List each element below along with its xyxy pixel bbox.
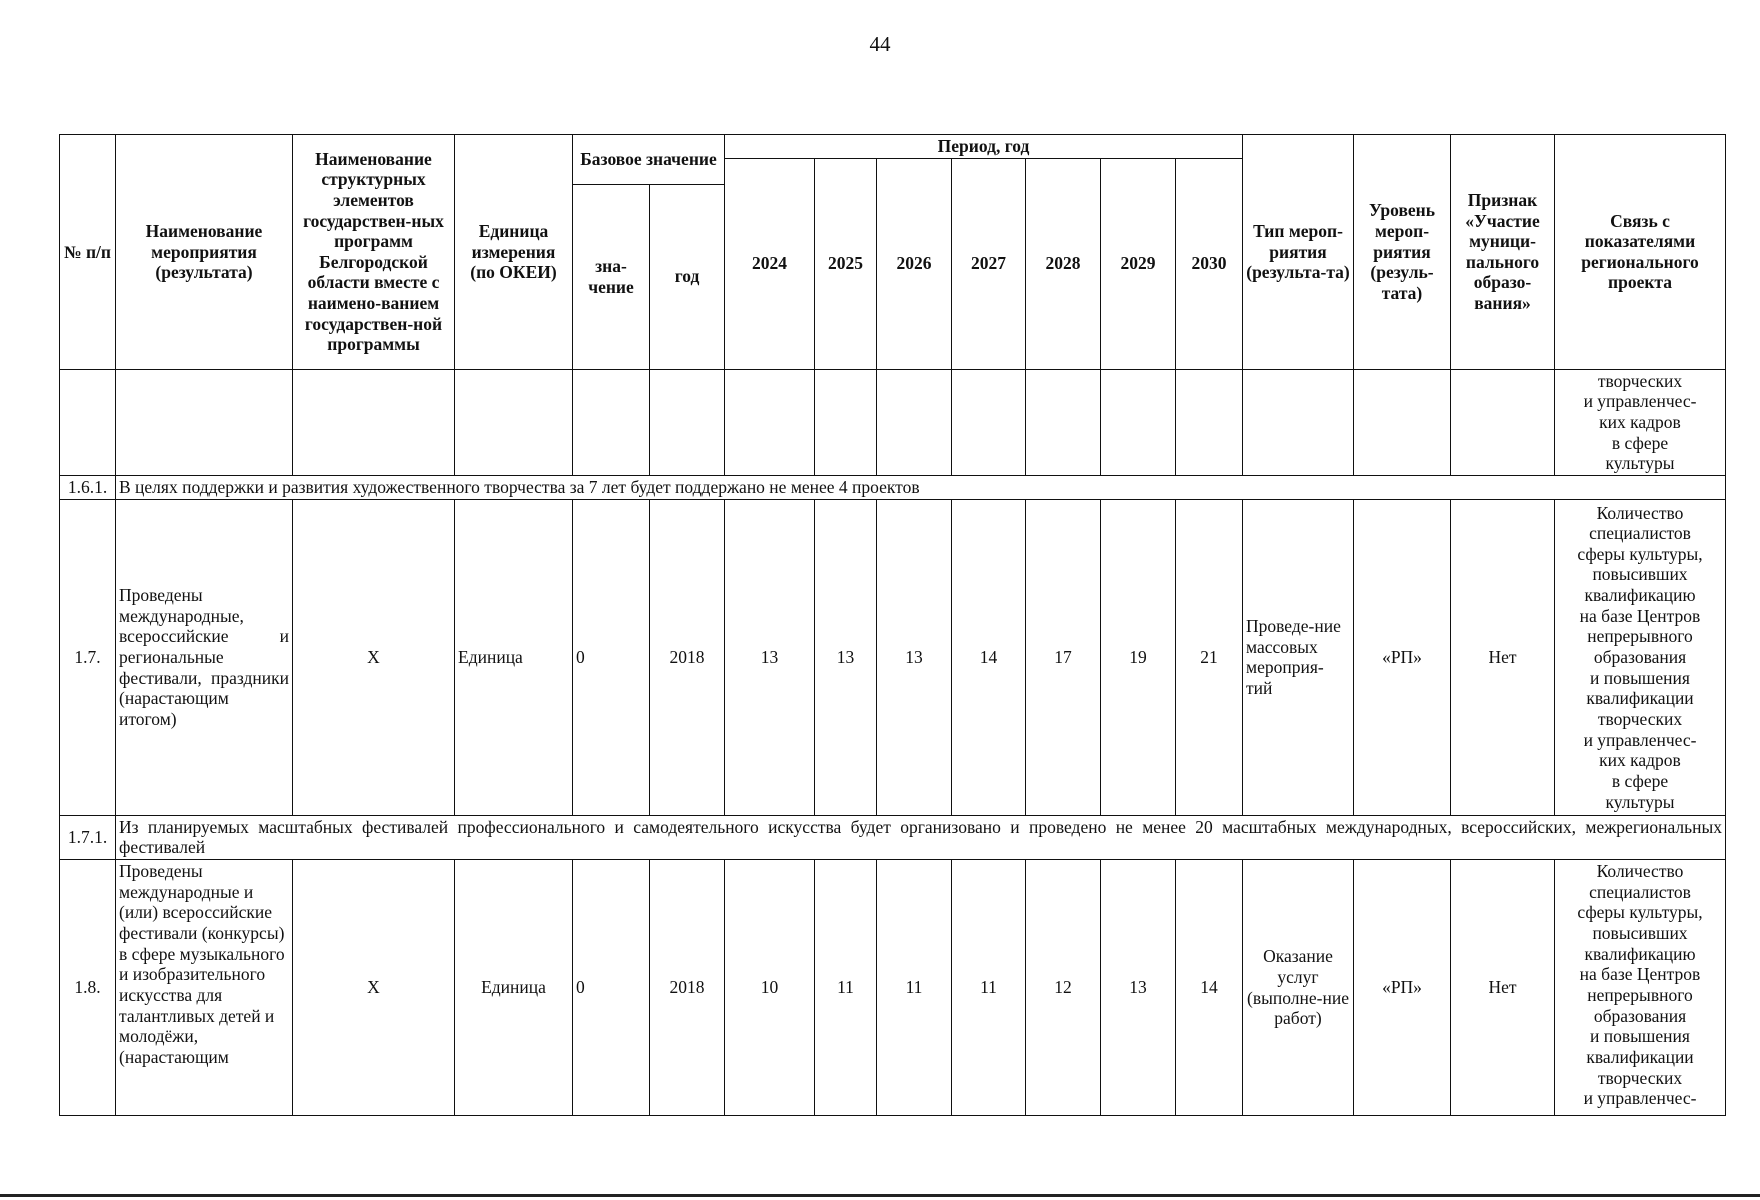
cell-empty [293, 369, 455, 475]
link-line: творческих [1597, 1067, 1683, 1088]
header-year-2029: 2029 [1101, 158, 1176, 369]
cell-name: Проведены международные и (или) всероссийские фестивали (конкурсы) в сфере музыкального и изобразительного искусства для талантливых детей и молодёжи, (нарастающим [116, 860, 293, 1116]
header-year-2026: 2026 [877, 158, 952, 369]
header-year-2024: 2024 [725, 158, 815, 369]
link-line: специалистов [1589, 881, 1691, 902]
link-line: квалификацию [1584, 943, 1696, 964]
link-line: культуры [1605, 791, 1675, 812]
link-line: непрерывного [1587, 626, 1693, 647]
cell-unit: Единица [455, 499, 573, 815]
cell-value-2030: 14 [1176, 860, 1243, 1116]
link-line: образования [1593, 1005, 1687, 1026]
header-num: № п/п [60, 135, 116, 370]
link-line: специалистов [1589, 523, 1691, 544]
header-row-1 [60, 135, 1726, 159]
header-struct: Наименование структурных элементов государствен-ных программ Белгородской области вместе с наимено-ванием государствен-ной программы [293, 135, 455, 370]
cell-base-year: 2018 [650, 860, 725, 1116]
link-line: образования [1593, 647, 1687, 668]
link-line: Количество [1596, 861, 1684, 882]
cell-unit: Единица [455, 860, 573, 1116]
cell-value-2025: 11 [815, 860, 877, 1116]
cell-empty [116, 369, 293, 475]
link-line: и повышения [1590, 1026, 1690, 1047]
cell-empty [815, 369, 877, 475]
cell-num: 1.6.1. [60, 475, 116, 499]
link-line: и управленчес- [1583, 729, 1697, 750]
cell-base-value: 0 [573, 860, 650, 1116]
link-line: квалификацию [1584, 585, 1696, 606]
cell-value-2024: 10 [725, 860, 815, 1116]
cell-value-2027: 14 [952, 499, 1026, 815]
link-line: ких кадров [1599, 750, 1681, 771]
cell-num: 1.8. [60, 860, 116, 1116]
link-line: повысивших [1592, 923, 1688, 944]
cell-empty [573, 369, 650, 475]
cell-empty [1354, 369, 1451, 475]
link-line: Количество [1596, 502, 1684, 523]
cell-value-2026: 13 [877, 499, 952, 815]
cell-empty [1026, 369, 1101, 475]
header-year-2027: 2027 [952, 158, 1026, 369]
cell-name: Проведены международные, всероссийские и региональные фестивали, праздники (нарастающим итогом) [116, 499, 293, 815]
link-line: ких кадров [1599, 411, 1681, 432]
cell-empty [1176, 369, 1243, 475]
cell-level: «РП» [1354, 860, 1451, 1116]
cell-level: «РП» [1354, 499, 1451, 815]
link-line: непрерывного [1587, 984, 1693, 1005]
header-base-value: зна-чение [573, 184, 650, 369]
cell-empty [455, 369, 573, 475]
cell-value-2029: 19 [1101, 499, 1176, 815]
cell-type: Оказание услуг (выполне-ние работ) [1243, 860, 1354, 1116]
cell-value-2029: 13 [1101, 860, 1176, 1116]
cell-base-value: 0 [573, 499, 650, 815]
link-line: в сфере [1611, 770, 1669, 791]
link-line: повысивших [1592, 564, 1688, 585]
cell-link-continuation [1555, 369, 1726, 475]
link-line: творческих [1597, 370, 1683, 391]
bottom-rule [0, 1194, 1760, 1197]
cell-value-2030: 21 [1176, 499, 1243, 815]
cell-empty [1451, 369, 1555, 475]
activities-table [59, 134, 1726, 1116]
link-line: в сфере [1611, 432, 1669, 453]
cell-empty [952, 369, 1026, 475]
header-sign: Признак «Участие муници-пального образо-вания» [1451, 135, 1555, 370]
cell-struct: Х [293, 499, 455, 815]
cell-num: 1.7. [60, 499, 116, 815]
cell-empty [877, 369, 952, 475]
cell-section-text: В целях поддержки и развития художественного творчества за 7 лет будет поддержано не менее 4 проектов [116, 475, 1726, 499]
table-row-1-8 [60, 860, 1726, 1116]
cell-base-year: 2018 [650, 499, 725, 815]
table-row-1-7 [60, 499, 1726, 815]
cell-sign: Нет [1451, 860, 1555, 1116]
header-type: Тип мероп-риятия (результа-та) [1243, 135, 1354, 370]
cell-type: Проведе-ние массовых мероприя-тий [1243, 499, 1354, 815]
header-year-2028: 2028 [1026, 158, 1101, 369]
cell-value-2026: 11 [877, 860, 952, 1116]
link-line: и управленчес- [1583, 391, 1697, 412]
header-level: Уровень мероп-риятия (резуль-тата) [1354, 135, 1451, 370]
header-unit: Единица измерения (по ОКЕИ) [455, 135, 573, 370]
table-row-section-1-7-1 [60, 815, 1726, 859]
cell-value-2028: 17 [1026, 499, 1101, 815]
link-line: культуры [1605, 453, 1675, 474]
link-line: на базе Центров [1579, 605, 1701, 626]
link-line: творческих [1597, 708, 1683, 729]
header-name: Наименование мероприятия (результата) [116, 135, 293, 370]
header-year-2030: 2030 [1176, 158, 1243, 369]
link-line: сферы культуры, [1577, 902, 1703, 923]
link-line: на базе Центров [1579, 964, 1701, 985]
cell-struct: Х [293, 860, 455, 1116]
link-line: квалификации [1586, 1046, 1694, 1067]
cell-value-2028: 12 [1026, 860, 1101, 1116]
cell-link [1555, 499, 1726, 815]
cell-empty [1101, 369, 1176, 475]
header-link: Связь с показателями регионального проекта [1555, 135, 1726, 370]
cell-num: 1.7.1. [60, 815, 116, 859]
cell-link [1555, 860, 1726, 1116]
link-line: и управленчес- [1583, 1088, 1697, 1109]
link-line: квалификации [1586, 688, 1694, 709]
header-base: Базовое значение [573, 135, 725, 185]
header-base-year: год [650, 184, 725, 369]
table-row-section-1-6-1 [60, 475, 1726, 499]
table-row-continuation [60, 369, 1726, 475]
cell-empty [725, 369, 815, 475]
cell-section-text: Из планируемых масштабных фестивалей профессионального и самодеятельного искусства будет организовано и проведено не менее 20 масштабных международных, всероссийских, межрегиональных фестивалей [116, 815, 1726, 859]
cell-empty [650, 369, 725, 475]
cell-empty [1243, 369, 1354, 475]
link-line: сферы культуры, [1577, 543, 1703, 564]
page-number: 44 [869, 32, 891, 56]
header-period: Период, год [725, 135, 1243, 159]
header-year-2025: 2025 [815, 158, 877, 369]
link-line: и повышения [1590, 667, 1690, 688]
cell-value-2027: 11 [952, 860, 1026, 1116]
cell-empty [60, 369, 116, 475]
cell-value-2025: 13 [815, 499, 877, 815]
cell-sign: Нет [1451, 499, 1555, 815]
cell-value-2024: 13 [725, 499, 815, 815]
